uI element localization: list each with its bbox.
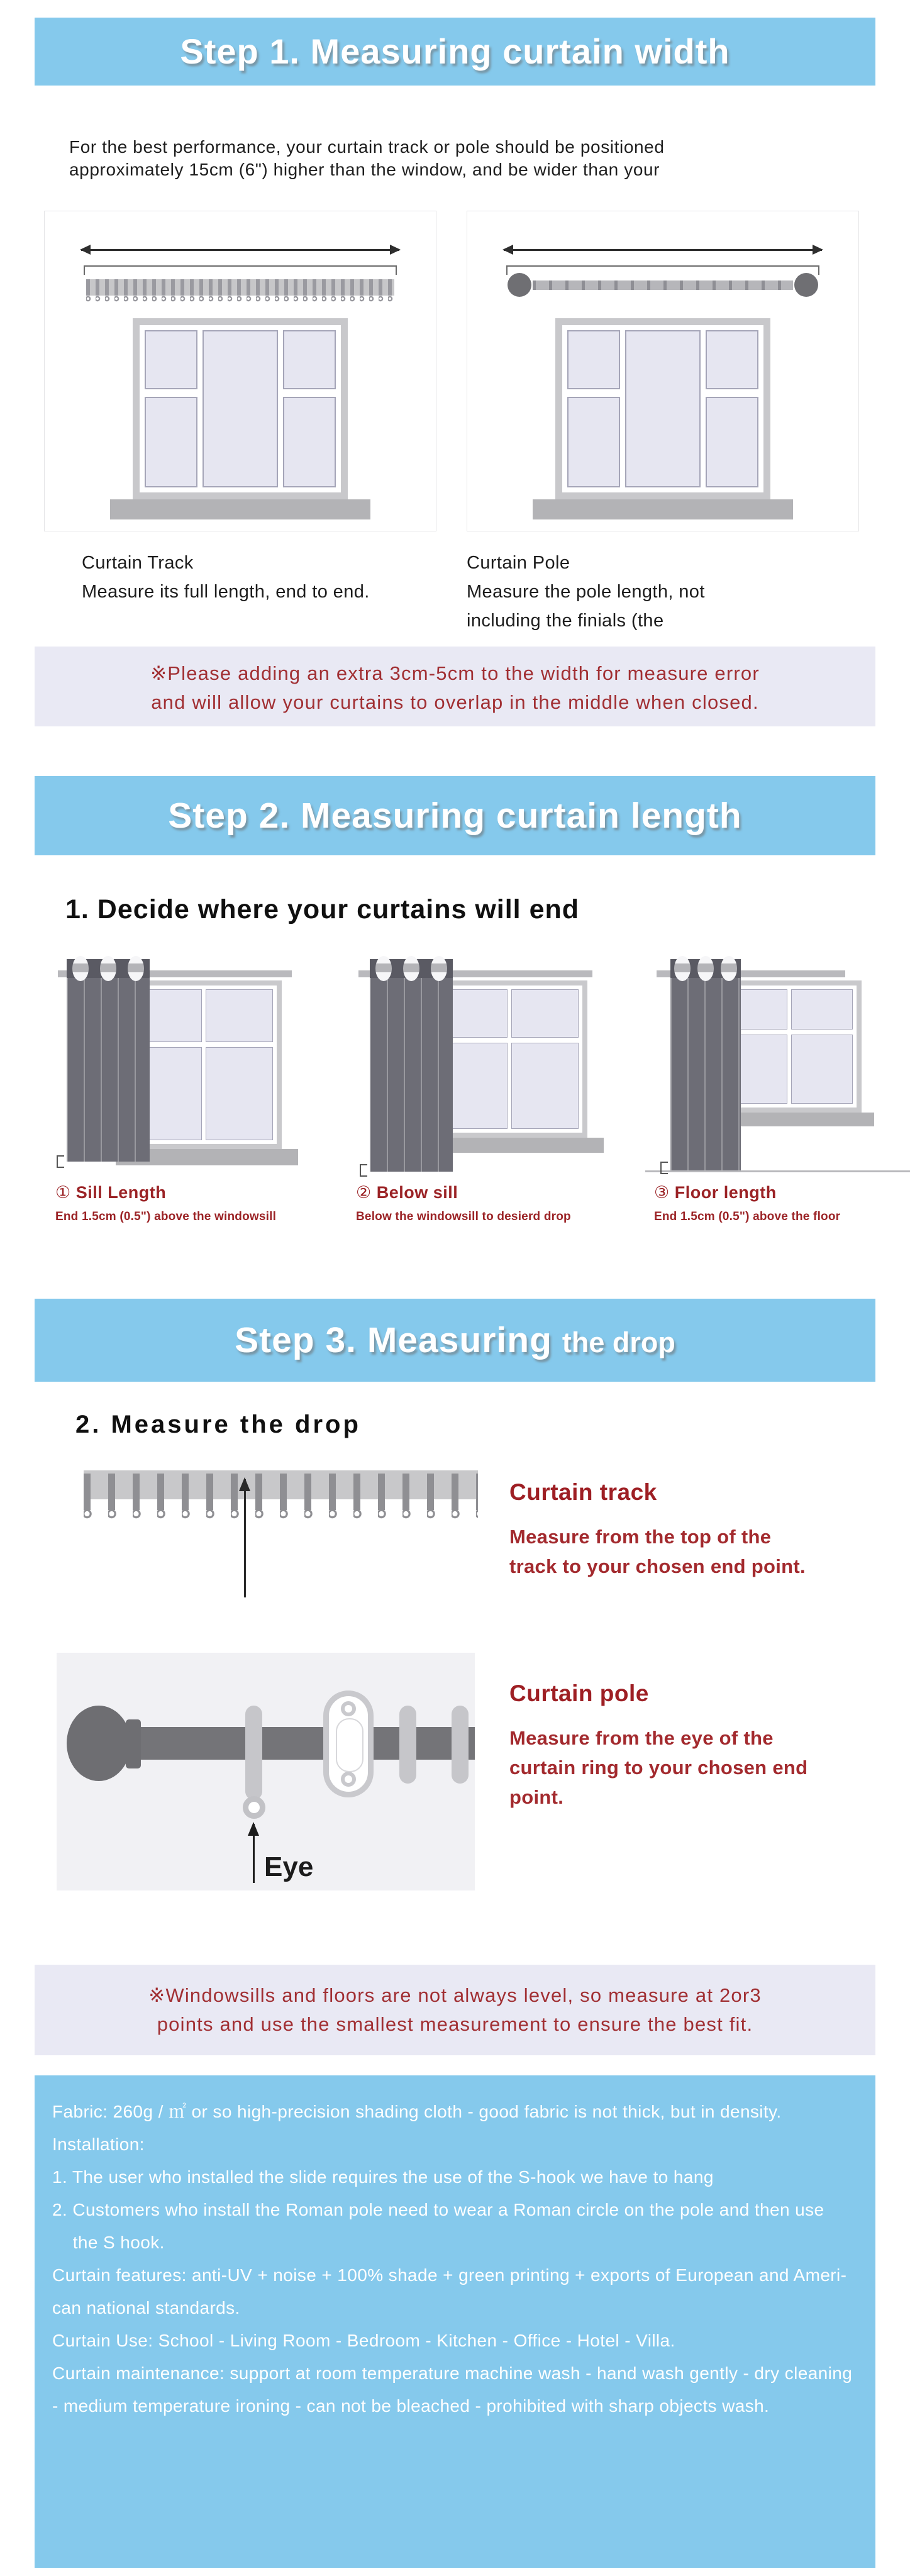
- option-description: Below the windowsill to desierd drop: [356, 1210, 571, 1223]
- step2-banner: Step 2. Measuring curtain length: [35, 776, 875, 855]
- level-note: [35, 1965, 875, 2055]
- info-line: Curtain maintenance: support at room temperature machine wash - hand wash gently - dry cleaning: [52, 2363, 853, 2383]
- measure-bracket-icon: [84, 265, 397, 275]
- step3-banner: [35, 1299, 875, 1382]
- pole-drop-diagram: [57, 1653, 475, 1890]
- pole-drop-line: curtain ring to your chosen end: [509, 1757, 808, 1779]
- width-arrow-icon: [504, 249, 822, 251]
- width-note-line2: and will allow your curtains to overlap in the middle when closed.: [151, 691, 759, 713]
- option-floor-length: [654, 954, 893, 1224]
- info-line: Curtain Use: School - Living Room - Bedroom - Kitchen - Office - Hotel - Villa.: [52, 2331, 675, 2350]
- pole-drop-title: Curtain pole: [509, 1680, 649, 1706]
- option-description: End 1.5cm (0.5") above the floor: [654, 1210, 841, 1223]
- grommet-icon: [403, 956, 419, 981]
- pole-caption-line: including the finials (the: [467, 611, 664, 631]
- up-arrow-icon: [244, 1479, 246, 1597]
- eye-label: Eye: [264, 1852, 314, 1882]
- window-pane: [791, 989, 853, 1030]
- windowsill-graphic: [110, 499, 370, 519]
- pole-caption: [467, 548, 705, 635]
- step3-heading: 2. Measure the drop: [75, 1411, 361, 1438]
- track-glider-loops-icon: [84, 1508, 478, 1521]
- curtain-track-icon: [86, 279, 394, 296]
- option-title: Sill Length: [75, 1183, 167, 1202]
- option-number: ③: [654, 1183, 670, 1202]
- track-glider-loops-icon: [86, 296, 394, 304]
- floor-length-diagram: [654, 954, 893, 1175]
- track-caption-title: Curtain Track: [82, 553, 194, 573]
- grommet-icon: [674, 956, 691, 981]
- level-note-line2: points and use the smallest measurement to ensure the best fit.: [157, 2013, 753, 2035]
- window-pane: [203, 330, 279, 487]
- track-drop-line: Measure from the top of the: [509, 1526, 772, 1548]
- option-title: Floor length: [674, 1183, 777, 1202]
- step1-banner: Step 1. Measuring curtain width: [35, 18, 875, 86]
- pole-drop-line: point.: [509, 1786, 564, 1808]
- up-arrow-icon: [253, 1824, 255, 1883]
- level-note-line1: ※Windowsills and floors are not always level, so measure at 2or3: [148, 1984, 762, 2006]
- measure-bracket-icon: [506, 265, 819, 275]
- window-pane: [206, 1047, 273, 1140]
- grommet-icon: [100, 956, 116, 981]
- end-point-mark-icon: [360, 1164, 367, 1177]
- track-hooks-icon: [84, 1474, 478, 1510]
- step1-intro: [69, 136, 880, 181]
- option-sill-length: [55, 954, 326, 1224]
- pole-drop-text: [509, 1680, 807, 1812]
- track-caption-line: Measure its full length, end to end.: [82, 582, 370, 602]
- window-pane: [283, 397, 336, 487]
- width-note-line1: ※Please adding an extra 3cm-5cm to the width for measure error: [150, 662, 760, 684]
- end-point-mark-icon: [57, 1155, 64, 1168]
- step1-intro-line1: For the best performance, your curtain track or pole should be positioned: [69, 137, 665, 157]
- info-line: - medium temperature ironing - can not be bleached - prohibited with sharp objects wash.: [52, 2396, 770, 2416]
- window-pane: [706, 397, 758, 487]
- product-info-block: [35, 2075, 875, 2568]
- info-line: can national standards.: [52, 2298, 240, 2318]
- info-line: Installation:: [52, 2135, 145, 2154]
- track-drop-diagram: [84, 1470, 478, 1522]
- grommet-icon: [375, 956, 392, 981]
- curtain-ring-icon: [399, 1706, 416, 1784]
- window-pane: [145, 330, 197, 389]
- step3-banner-main: Step 3. Measuring: [235, 1320, 552, 1360]
- window-pane: [206, 989, 273, 1042]
- pole-caption-line: Measure the pole length, not: [467, 582, 705, 602]
- track-drop-line: track to your chosen end point.: [509, 1555, 806, 1577]
- bracket-slot-icon: [336, 1718, 363, 1772]
- end-point-mark-icon: [660, 1162, 668, 1174]
- step3-banner-sub: the drop: [562, 1326, 675, 1358]
- below-sill-diagram: [356, 954, 626, 1175]
- info-line: 2. Customers who install the Roman pole need to wear a Roman circle on the pole and then use: [52, 2200, 824, 2219]
- width-arrow-icon: [81, 249, 399, 251]
- option-title: Below sill: [376, 1183, 458, 1202]
- curtain-panel-graphic: [67, 959, 150, 1162]
- curtain-panel-graphic: [670, 959, 741, 1170]
- grommet-icon: [721, 956, 737, 981]
- sill-length-diagram: [55, 954, 326, 1175]
- window-pane: [567, 397, 620, 487]
- curtain-ring-icon: [245, 1706, 262, 1800]
- window-graphic: [133, 318, 348, 499]
- window-pane: [706, 330, 758, 389]
- track-caption: [82, 548, 370, 606]
- window-pane: [511, 1043, 579, 1129]
- info-line: Curtain features: anti-UV + noise + 100% shade + green printing + exports of European and Ameri-: [52, 2265, 847, 2285]
- ring-eye-icon: [243, 1796, 265, 1819]
- curtain-track-diagram: [44, 211, 436, 531]
- step2-heading: 1. Decide where your curtains will end: [65, 894, 580, 924]
- info-line: 1. The user who installed the slide requires the use of the S-hook we have to hang: [52, 2167, 714, 2187]
- window-pane: [791, 1035, 853, 1104]
- grommet-icon: [128, 956, 144, 981]
- grommet-icon: [697, 956, 714, 981]
- curtain-pole-icon: [533, 280, 793, 290]
- info-line: Fabric: 260g / ㎡ or so high-precision shading cloth - good fabric is not thick, but in density.: [52, 2102, 782, 2121]
- window-pane: [511, 989, 579, 1038]
- grommet-icon: [431, 956, 447, 981]
- option-number: ①: [55, 1183, 71, 1202]
- curtain-pole-icon: [138, 1727, 475, 1760]
- pole-caption-title: Curtain Pole: [467, 553, 570, 573]
- width-note: [35, 647, 875, 726]
- floor-line-icon: [645, 1170, 910, 1172]
- window-pane: [567, 330, 620, 389]
- option-number: ②: [356, 1183, 372, 1202]
- track-drop-title: Curtain track: [509, 1479, 657, 1505]
- window-pane: [625, 330, 701, 487]
- pole-drop-line: Measure from the eye of the: [509, 1727, 774, 1749]
- curtain-pole-diagram: [467, 211, 859, 531]
- finial-icon: [67, 1706, 131, 1781]
- grommet-icon: [72, 956, 89, 981]
- option-description: End 1.5cm (0.5") above the windowsill: [55, 1210, 277, 1223]
- window-pane: [283, 330, 336, 389]
- info-line: the S hook.: [52, 2233, 165, 2252]
- window-graphic: [555, 318, 770, 499]
- curtain-panel-graphic: [370, 959, 453, 1172]
- option-below-sill: [356, 954, 626, 1224]
- window-graphic: [431, 980, 587, 1138]
- curtain-ring-icon: [452, 1706, 469, 1784]
- step1-intro-line2: approximately 15cm (6") higher than the window, and be wider than your: [69, 160, 660, 179]
- track-drop-text: [509, 1479, 806, 1581]
- windowsill-graphic: [533, 499, 793, 519]
- window-pane: [145, 397, 197, 487]
